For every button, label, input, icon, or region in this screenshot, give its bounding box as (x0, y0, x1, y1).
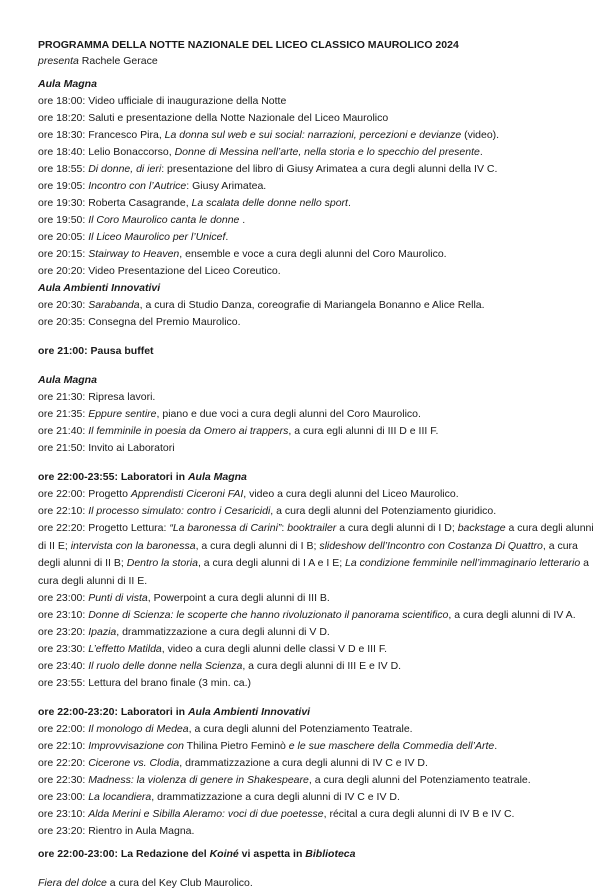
schedule-item: ore 18:20: Saluti e presentazione della Notte Nazionale del Liceo Maurolico (38, 112, 389, 124)
fiera-line: Fiera del dolce a cura del Key Club Maurolico. (38, 877, 253, 889)
schedule-item: ore 19:05: Incontro con l’Autrice: Giusy Arimatea. (38, 180, 267, 192)
section-heading-aula-ambienti-innovativi: Aula Ambienti Innovativi (38, 282, 161, 294)
schedule-item: ore 19:30: Roberta Casagrande, La scalata delle donne nello sport. (38, 197, 351, 209)
schedule-item: ore 20:20: Video Presentazione del Liceo Coreutico. (38, 265, 281, 277)
schedule-item: ore 21:40: Il femminile in poesia da Omero ai trappers, a cura egli alunni di III D e III F. (38, 425, 439, 437)
schedule-item: ore 23:10: Donne di Scienza: le scoperte che hanno rivoluzionato il panorama scientifico, a cura degli alunni di IV A. (38, 609, 576, 621)
schedule-item: ore 22:20: Cicerone vs. Clodia, drammatizzazione a cura degli alunni di IV C e IV D. (38, 757, 428, 769)
document-title: PROGRAMMA DELLA NOTTE NAZIONALE DEL LICEO CLASSICO MAUROLICO 2024 (38, 39, 459, 51)
schedule-item: ore 20:30: Sarabanda, a cura di Studio Danza, coreografie di Mariangela Bonanno e Alice Rella. (38, 299, 485, 311)
schedule-item: ore 20:15: Stairway to Heaven, ensemble e voce a cura degli alunni del Coro Maurolico. (38, 248, 447, 260)
schedule-item: ore 22:10: Il processo simulato: contro i Cesaricidi, a cura degli alunni del Potenziamento giuridico. (38, 505, 497, 517)
schedule-item: ore 18:00: Video ufficiale di inaugurazione della Notte (38, 95, 287, 107)
schedule-item: ore 21:35: Eppure sentire, piano e due voci a cura degli alunni del Coro Maurolico. (38, 408, 421, 420)
section-heading-aula-magna-2: Aula Magna (38, 374, 97, 386)
section-heading-laboratori-aula-magna: ore 22:00-23:55: Laboratori in Aula Magna (38, 471, 247, 483)
pause-line: ore 21:00: Pausa buffet (38, 345, 154, 357)
schedule-item: ore 23:40: Il ruolo delle donne nella Scienza, a cura degli alunni di III E e IV D. (38, 660, 402, 672)
schedule-item: ore 21:50: Invito ai Laboratori (38, 442, 175, 454)
schedule-item: ore 19:50: Il Coro Maurolico canta le donne . (38, 214, 246, 226)
program-document (38, 38, 594, 892)
schedule-item: ore 18:40: Lelio Bonaccorso, Donne di Messina nell’arte, nella storia e lo specchio del presente. (38, 146, 483, 158)
schedule-item: ore 23:55: Lettura del brano finale (3 min. ca.) (38, 677, 252, 689)
schedule-item: ore 20:05: Il Liceo Maurolico per l’Unicef. (38, 231, 229, 243)
koine-line: ore 22:00-23:00: La Redazione del Koiné vi aspetta in Biblioteca (38, 848, 356, 860)
schedule-item: ore 23:00: Punti di vista, Powerpoint a cura degli alunni di III B. (38, 592, 330, 604)
schedule-item: ore 18:55: Di donne, di ieri: presentazione del libro di Giusy Arimatea a cura degli alunni della IV C. (38, 163, 498, 175)
schedule-item: ore 23:30: L’effetto Matilda, video a cura degli alunni delle classi V D e III F. (38, 643, 388, 655)
schedule-item-progetto-lettura: ore 22:20: Progetto Lettura: “La baronessa di Carini”: booktrailer a cura degli alunni di I D; backstage a cura degli alunni di II E; intervista con la baronessa, a cura degli alunni di I B; slideshow dell’Incontro con Costanza Di Quattro, a cura degli alunni di II B; Dentro la storia, a cura degli alunni di I A e I E; La condizione femminile nell’immaginario letterario a cura degli alunni di II E. (38, 522, 594, 587)
schedule-item: ore 22:00: Il monologo di Medea, a cura degli alunni del Potenziamento Teatrale. (38, 723, 413, 735)
schedule-item: ore 22:30: Madness: la violenza di genere in Shakespeare, a cura degli alunni del Potenziamento teatrale. (38, 774, 531, 786)
schedule-item: ore 22:00: Progetto Apprendisti Ciceroni FAI, video a cura degli alunni del Liceo Maurolico. (38, 488, 459, 500)
schedule-item: ore 21:30: Ripresa lavori. (38, 391, 156, 403)
schedule-item: ore 18:30: Francesco Pira, La donna sul web e sui social: narrazioni, percezioni e devianze (video). (38, 129, 500, 141)
schedule-item: ore 20:35: Consegna del Premio Maurolico. (38, 316, 241, 328)
schedule-item: ore 23:20: Rientro in Aula Magna. (38, 825, 195, 837)
schedule-item: ore 22:10: Improvvisazione con Thilina Pietro Feminò e le sue maschere della Commedia dell’Arte. (38, 740, 498, 752)
section-heading-aula-magna: Aula Magna (38, 78, 97, 90)
section-heading-laboratori-ambienti-innovativi: ore 22:00-23:20: Laboratori in Aula Ambienti Innovativi (38, 706, 311, 718)
presenter-line: presenta Rachele Gerace (38, 55, 158, 67)
schedule-item: ore 23:10: Alda Merini e Sibilla Aleramo: voci di due poetesse, récital a cura degli alunni di IV B e IV C. (38, 808, 515, 820)
schedule-item: ore 23:00: La locandiera, drammatizzazione a cura degli alunni di IV C e IV D. (38, 791, 400, 803)
schedule-item: ore 23:20: Ipazia, drammatizzazione a cura degli alunni di V D. (38, 626, 330, 638)
